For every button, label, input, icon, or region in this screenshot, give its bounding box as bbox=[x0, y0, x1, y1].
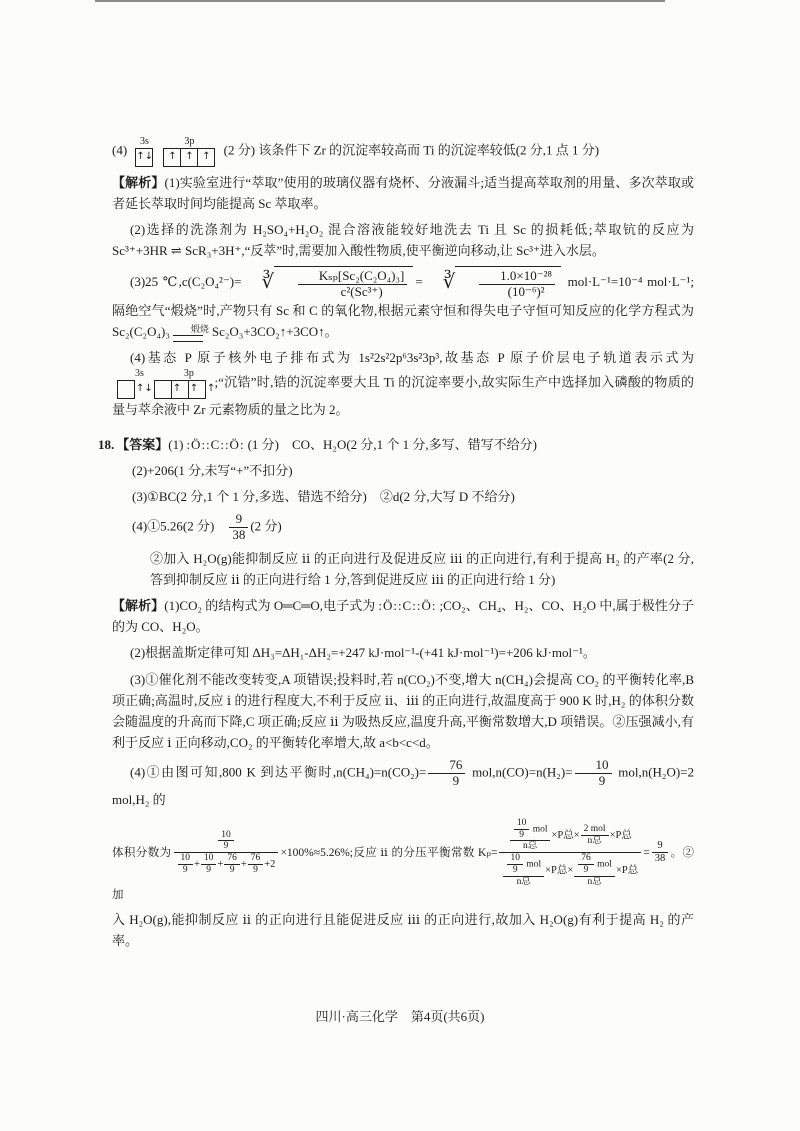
n-total: n总 bbox=[523, 841, 538, 852]
orbital-box: ↑ bbox=[154, 380, 172, 399]
result-fraction-9-38 bbox=[652, 840, 669, 865]
fraction-10-9 bbox=[507, 853, 523, 876]
orbital-3p-boxes bbox=[154, 380, 216, 399]
fraction-numerator: 10 bbox=[178, 853, 194, 865]
fraction-10-9 bbox=[178, 853, 194, 876]
fraction-denominator: 9 bbox=[598, 772, 606, 788]
orbital-box: ↑ bbox=[189, 380, 206, 399]
ans4-score: (2 分) bbox=[250, 518, 282, 534]
fraction-numerator: 76 bbox=[224, 853, 240, 865]
answer-label: 【答案】 bbox=[116, 437, 169, 453]
q17-analysis-4 bbox=[112, 347, 694, 420]
vol-denominator bbox=[174, 853, 279, 876]
q18-analysis-2: (2)根据盖斯定律可知 ΔH₃=ΔH₁-ΔH₂=+247 kJ·mol⁻¹-(+41 kJ·mol⁻¹)=+206 kJ·mol⁻¹。 bbox=[130, 645, 596, 661]
fraction-numerator: 10 bbox=[514, 818, 530, 830]
a4-pre: (4)基态 P 原子核外电子排布式为 1s²2s²2p⁶3s²3p³,故基态 P 原子价层电子轨道表示式为 bbox=[130, 350, 694, 366]
orbital-3p-label: 3p bbox=[184, 136, 195, 147]
q17-analysis-2: (2)选择的洗涤剂为 H₂SO₄+H₂O₂ 混合溶液能较好地洗去 Ti 且 Sc 的损耗低;萃取钪的反应为 Sc³⁺+3HR ⇌ ScR₃+3H⁺,“反萃”时,需要加入酸性物质,使平衡逆向移动,让 Sc³⁺进入水层。 bbox=[112, 222, 694, 259]
n-total: n总 bbox=[516, 877, 531, 888]
n-total: n总 bbox=[587, 835, 602, 846]
orbital-3s-group bbox=[135, 136, 153, 167]
orbital-diagram-top bbox=[135, 136, 215, 167]
fraction-denominator: 9 bbox=[253, 865, 258, 876]
q18-analysis-1 bbox=[112, 595, 694, 637]
fraction-denominator: 9 bbox=[182, 865, 188, 876]
value-denominator: (10⁻⁶)² bbox=[507, 284, 545, 300]
times-p-total: ×P总 bbox=[609, 829, 632, 841]
q18-answer-4 bbox=[132, 512, 694, 543]
fraction-10-9 bbox=[201, 853, 217, 876]
times-p-total: ×P总 bbox=[551, 829, 574, 841]
plus-sign: + bbox=[194, 859, 200, 871]
cube-root-radicand bbox=[455, 266, 561, 300]
term-top bbox=[503, 853, 544, 877]
orbital-diagram-phosphorus bbox=[117, 368, 216, 399]
fraction-denominator: 9 bbox=[583, 865, 589, 876]
fraction-numerator: 10 bbox=[575, 758, 612, 774]
orbital-box: ↑ bbox=[172, 380, 189, 399]
orbital-box: ↑ bbox=[163, 148, 181, 167]
fraction-numerator: 10 bbox=[507, 853, 523, 865]
fraction-10-9 bbox=[514, 818, 530, 841]
item4-prefix: (4) bbox=[112, 142, 128, 158]
term-top: 2 mol bbox=[581, 824, 609, 836]
s1-post: ;CO₂、CH₄、H₂、CO、H₂O 中,属于极性分子的为 CO、H₂O。 bbox=[112, 598, 694, 635]
scan-edge-artifact bbox=[95, 0, 665, 2]
condition-text: 煅烧 bbox=[190, 323, 209, 334]
orbital-box: ↑↓ bbox=[135, 148, 153, 167]
cube-root-value bbox=[425, 266, 561, 300]
kp-numerator bbox=[499, 818, 641, 854]
eq-lead: 体积分数为 bbox=[112, 846, 172, 859]
fraction-numerator: 76 bbox=[428, 758, 465, 774]
cube-root-ksp bbox=[243, 266, 413, 300]
answer-fraction-9-38 bbox=[229, 512, 248, 543]
s1-pre: (1)CO₂ 的结构式为 O═C═O,电子式为 bbox=[164, 598, 376, 614]
times-sign: × bbox=[573, 829, 580, 841]
term-fraction bbox=[503, 853, 544, 888]
fraction-denominator: 9 bbox=[512, 865, 518, 876]
orbital-box: ↑ bbox=[198, 148, 215, 167]
term-top bbox=[574, 853, 615, 877]
n-total: n总 bbox=[587, 877, 602, 888]
vol-numerator bbox=[174, 830, 279, 854]
orbital-box: ↑↓ bbox=[117, 380, 135, 399]
fraction-76-9 bbox=[578, 853, 594, 876]
orbital-box: ↑ bbox=[181, 148, 198, 167]
orbital-3p-group bbox=[163, 136, 215, 167]
fraction-denominator: 9 bbox=[206, 865, 212, 876]
plus-2-term: +2 bbox=[264, 859, 276, 871]
fraction-10-9 bbox=[575, 758, 612, 789]
eq-tail: 。②加 bbox=[112, 846, 695, 902]
orbital-3s-group bbox=[117, 368, 153, 399]
fraction-76-9 bbox=[428, 758, 465, 789]
a3-post: Sc₂O₃+3CO₂↑+3CO↑。 bbox=[211, 324, 338, 340]
question-18-block bbox=[98, 434, 695, 951]
kp-denominator bbox=[499, 853, 641, 888]
kp-term-4 bbox=[573, 853, 638, 888]
kp-term-3 bbox=[502, 853, 567, 888]
a4-post: ;“沉锆”时,锆的沉淀率要大且 Ti 的沉淀率要小,故实际生产中选择加入磷酸的物质的量与萃余液中 Zr 元素物质的量之比为 2。 bbox=[112, 374, 695, 418]
fraction-denominator: 9 bbox=[229, 865, 235, 876]
fraction-76-9 bbox=[224, 853, 240, 876]
ans1-prefix: (1) bbox=[168, 437, 184, 453]
orbital-3s-label: 3s bbox=[139, 136, 149, 147]
fraction-numerator: 10 bbox=[218, 830, 234, 842]
item4-text: 该条件下 Zr 的沉淀率较高而 Ti 的沉淀率较低(2 分,1 点 1 分) bbox=[258, 142, 600, 158]
term-fraction bbox=[581, 824, 609, 847]
unit-mol: mol bbox=[523, 859, 542, 870]
item4-score: (2 分) bbox=[223, 142, 256, 158]
ans1-text: (1 分) CO、H₂O(2 分,1 个 1 分,多写、错写不给分) bbox=[247, 437, 537, 453]
q18-answer-2: (2)+206(1 分,未写“+”不扣分) bbox=[132, 463, 293, 479]
s4-pre: (4)①由图可知,800 K 到达平衡时,n(CH₄)=n(CO₂)= bbox=[130, 764, 427, 780]
orbital-3p-group bbox=[154, 368, 216, 399]
fraction-denominator: 9 bbox=[519, 829, 524, 840]
ans4-prefix: (4)①5.26(2 分) bbox=[132, 518, 228, 534]
lewis-structure-co2: :Ö::C::Ö: bbox=[378, 598, 437, 614]
term-fraction bbox=[510, 818, 551, 853]
analysis-label: 【解析】 bbox=[112, 175, 165, 190]
kp-term-1 bbox=[509, 818, 574, 853]
orbital-3s-boxes bbox=[135, 148, 153, 167]
a3-pre: (3)25 ℃,c(C₂O₄²⁻)= bbox=[130, 274, 242, 290]
unit-mol: mol bbox=[594, 859, 612, 870]
term-top bbox=[510, 818, 551, 842]
lewis-structure-co2: :Ö::C::Ö: bbox=[186, 437, 245, 453]
analysis-label: 【解析】 bbox=[112, 598, 165, 614]
q17-analysis-1-text: (1)实验室进行“萃取”使用的玻璃仪器有烧杯、分液漏斗;适当提高萃取剂的用量、多次萃取或者延长萃取时间均能提高 Sc 萃取率。 bbox=[112, 175, 694, 212]
times-p-total: ×P总 bbox=[545, 865, 568, 877]
fraction-10-9 bbox=[218, 830, 234, 853]
fraction-denominator: 9 bbox=[452, 772, 460, 788]
eq-equals-2: = bbox=[643, 846, 650, 859]
s4-mid1: mol,n(CO)=n(H₂)= bbox=[467, 764, 573, 780]
unit-mol: mol bbox=[530, 824, 548, 835]
cube-root-symbol: ∛ bbox=[261, 272, 274, 294]
fraction-denominator: 9 bbox=[223, 841, 229, 852]
value-numerator: 1.0×10⁻²⁸ bbox=[479, 269, 555, 285]
cube-root-symbol: ∛ bbox=[442, 272, 456, 294]
fraction-denominator: 38 bbox=[232, 527, 246, 543]
q18-answer-line1 bbox=[98, 434, 694, 455]
kp-term-2 bbox=[580, 824, 632, 847]
fraction-numerator: 10 bbox=[201, 853, 217, 865]
fraction-denominator: 38 bbox=[654, 853, 666, 865]
reaction-condition-equals bbox=[173, 325, 209, 342]
q17-item4-line bbox=[112, 136, 694, 167]
q18-analysis-3: (3)①催化剂不能改变转变,A 项错误;投料时,若 n(CO₂)不变,增大 n(CH₄)会提高 CO₂ 的平衡转化率,B 项正确;高温时,反应 ⅰ 的进行程度大,不利于反应 ⅱ、ⅲ 的正向进行,故温度高于 900 K 时,H₂ 的体积分数会随温度的升高而下降,C 项正确;反应 ⅱ 为吸热反应,温度升高,平衡常数增大,D 项错误。②压强减小,有利于反应 ⅰ 正向移动,CO₂ 的平衡转化率增大,故 a<b<c<d。 bbox=[112, 671, 694, 750]
ksp-fraction bbox=[298, 269, 407, 300]
q18-answer-3: (3)①BC(2 分,1 个 1 分,多选、错选不给分) ②d(2 分,大写 D 不给分) bbox=[132, 489, 515, 505]
fraction-numerator: 76 bbox=[578, 853, 594, 865]
times-sign: × bbox=[567, 865, 574, 877]
fraction-76-9 bbox=[248, 853, 264, 876]
page-content bbox=[98, 136, 695, 956]
a3-equals: = bbox=[415, 274, 423, 290]
orbital-3p-boxes bbox=[163, 148, 215, 167]
orbital-3s-label: 3s bbox=[135, 368, 144, 380]
cube-root-radicand bbox=[274, 266, 413, 300]
q18-equation-line bbox=[112, 818, 694, 903]
q17-analysis-3 bbox=[112, 266, 694, 342]
ksp-numerator: Kₛₚ[Sc₂(C₂O₄)₃] bbox=[298, 269, 407, 285]
plus-sign: + bbox=[240, 859, 247, 871]
orbital-3s-boxes bbox=[117, 380, 153, 399]
value-fraction bbox=[479, 269, 555, 300]
orbital-3p-label: 3p bbox=[183, 368, 194, 380]
fraction-numerator: 76 bbox=[248, 853, 264, 865]
s4-mid2: mol,n(H₂O)=2 mol,H₂ 的 bbox=[112, 764, 694, 807]
a3-mid: mol·L⁻¹=10⁻⁴ mol·L⁻¹;隔绝空气“煅烧”时,产物只有 Sc 和 C 的氧化物,根据元素守恒和得失电子守恒可知反应的化学方程式为 Sc₂(C₂O₄)₃ bbox=[112, 274, 695, 340]
q18-analysis-4 bbox=[112, 758, 694, 810]
fraction-numerator: 9 bbox=[229, 512, 248, 528]
ksp-denominator: c²(Sc³⁺) bbox=[340, 284, 383, 300]
fraction-numerator: 9 bbox=[652, 840, 669, 853]
q18-answer-4b: ②加入 H₂O(g)能抑制反应 ⅱ 的正向进行及促进反应 ⅲ 的正向进行,有利于提高 H₂ 的产率(2 分,答到抑制反应 ⅱ 的正向进行给 1 分,答到促进反应 ⅲ 的正向进行给 1 分) bbox=[150, 551, 694, 588]
eq-mid: ×100%≈5.26%;反应 ⅱ 的分压平衡常数 Kₚ= bbox=[280, 846, 498, 859]
kp-expression bbox=[499, 818, 641, 889]
double-line bbox=[173, 335, 203, 342]
q18-last-line: 入 H₂O(g),能抑制反应 ⅱ 的正向进行且能促进反应 ⅲ 的正向进行,故加入 H₂O(g)有利于提高 H₂ 的产率。 bbox=[112, 912, 694, 949]
volume-fraction-expression bbox=[174, 830, 279, 877]
question-number: 18. bbox=[98, 437, 115, 453]
page-footer: 四川·高三化学 第4页(共6页) bbox=[315, 1009, 485, 1024]
plus-sign: + bbox=[217, 859, 224, 871]
term-fraction bbox=[574, 853, 615, 888]
times-p-total: ×P总 bbox=[615, 865, 639, 877]
q17-analysis-1 bbox=[112, 172, 694, 214]
